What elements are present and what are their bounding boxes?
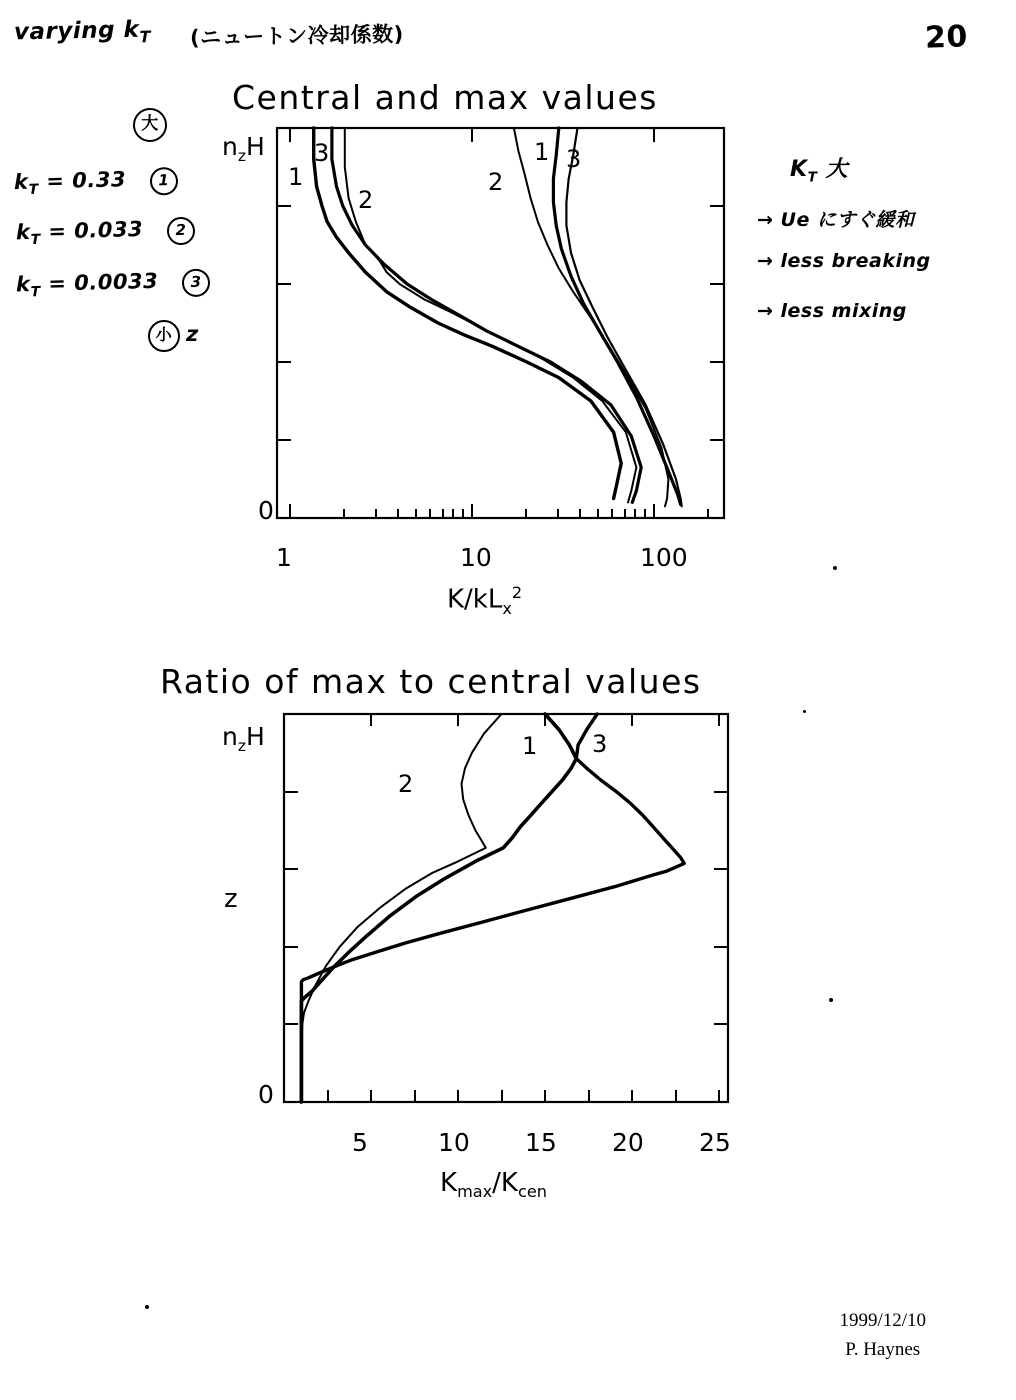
chart-2-x-ticks xyxy=(328,714,719,1102)
scan-speck xyxy=(829,998,833,1002)
chart-2-xtick-10: 10 xyxy=(438,1128,470,1157)
legend-key: k xyxy=(13,169,29,195)
chart-2-curve-label-3: 3 xyxy=(592,730,608,758)
legend-key-sub: T xyxy=(28,181,39,198)
chart-1-curve-label-2a: 2 xyxy=(358,186,374,214)
heading-text: varying k xyxy=(13,16,140,46)
footer-date: 1999/12/10 xyxy=(839,1310,926,1331)
chart-2-ytick-top: $n_zH$ xyxy=(222,722,265,755)
legend-large-symbol: 大 xyxy=(133,108,167,142)
annotation-title-key: K xyxy=(790,157,808,182)
legend-key: k xyxy=(15,272,31,297)
legend-key-sub: T xyxy=(30,231,41,249)
chart-2-ytick-zero: 0 xyxy=(258,1080,274,1109)
annotation-line: → less breaking xyxy=(757,250,931,272)
chart-1-curve-label-1b: 1 xyxy=(534,138,550,166)
footer-author: P. Haynes xyxy=(845,1338,921,1360)
scan-speck xyxy=(145,1305,149,1309)
legend-marker: 1 xyxy=(150,167,179,196)
annotation-line: → Ue にすぐ緩和 xyxy=(757,209,915,231)
legend-value: = 0.0033 xyxy=(47,268,159,296)
chart-1-xtick-100: 100 xyxy=(640,543,688,572)
chart-2-xtick-5: 5 xyxy=(352,1128,368,1157)
chart-1-ytick-zero: 0 xyxy=(258,496,274,525)
page-number: 20 xyxy=(924,19,969,56)
legend-key-sub: T xyxy=(30,284,41,301)
chart-2-xtick-15: 15 xyxy=(525,1128,557,1157)
legend-small-axis-note: z xyxy=(186,322,199,346)
legend-value: = 0.33 xyxy=(45,167,127,194)
annotation-line: → less mixing xyxy=(757,300,907,322)
chart-1-xtick-1: 1 xyxy=(276,543,292,572)
japanese-annotation: (ニュートン冷却係数) xyxy=(189,22,404,50)
scan-speck xyxy=(833,566,837,570)
legend-value: = 0.033 xyxy=(47,217,144,244)
annotation-title-symbol: 大 xyxy=(825,157,849,182)
chart-2-xtick-25: 25 xyxy=(699,1128,731,1157)
chart-2-xlabel: $K_{max}/K_{cen}$ xyxy=(440,1168,547,1202)
legend-marker: 2 xyxy=(167,217,196,246)
annotation-title-sub: T xyxy=(807,169,818,186)
chart-2-axes-frame xyxy=(284,714,728,1102)
chart-1-ytick-top: $n_zH$ xyxy=(222,132,265,165)
heading-subscript: T xyxy=(139,27,152,47)
chart-1-title: Central and max values xyxy=(232,78,658,117)
legend-small-symbol: 小 xyxy=(148,320,180,352)
chart-2-series-group xyxy=(301,714,684,1102)
chart-1-xtick-10: 10 xyxy=(460,543,492,572)
chart-2-title: Ratio of max to central values xyxy=(160,662,702,701)
chart-2-curve-label-1: 1 xyxy=(522,732,538,760)
chart-1-xlabel: $K/kL_x^2$ xyxy=(447,583,523,618)
scan-speck xyxy=(803,710,806,713)
chart-2-y-ticks xyxy=(284,714,728,1102)
chart-1-curve-label-1a: 1 xyxy=(288,163,304,191)
chart-series-line xyxy=(301,714,684,1102)
chart-1-curve-label-3a: 3 xyxy=(314,139,330,167)
chart-1-curve-label-2b: 2 xyxy=(488,168,504,196)
chart-2-curve-label-2: 2 xyxy=(398,770,414,798)
chart-2-xtick-20: 20 xyxy=(612,1128,644,1157)
legend-marker: 3 xyxy=(182,268,211,297)
footer xyxy=(839,1307,926,1364)
chart-2-ylabel: z xyxy=(224,884,238,914)
chart-1-curve-label-3b: 3 xyxy=(566,145,582,173)
legend-key: k xyxy=(15,219,31,245)
